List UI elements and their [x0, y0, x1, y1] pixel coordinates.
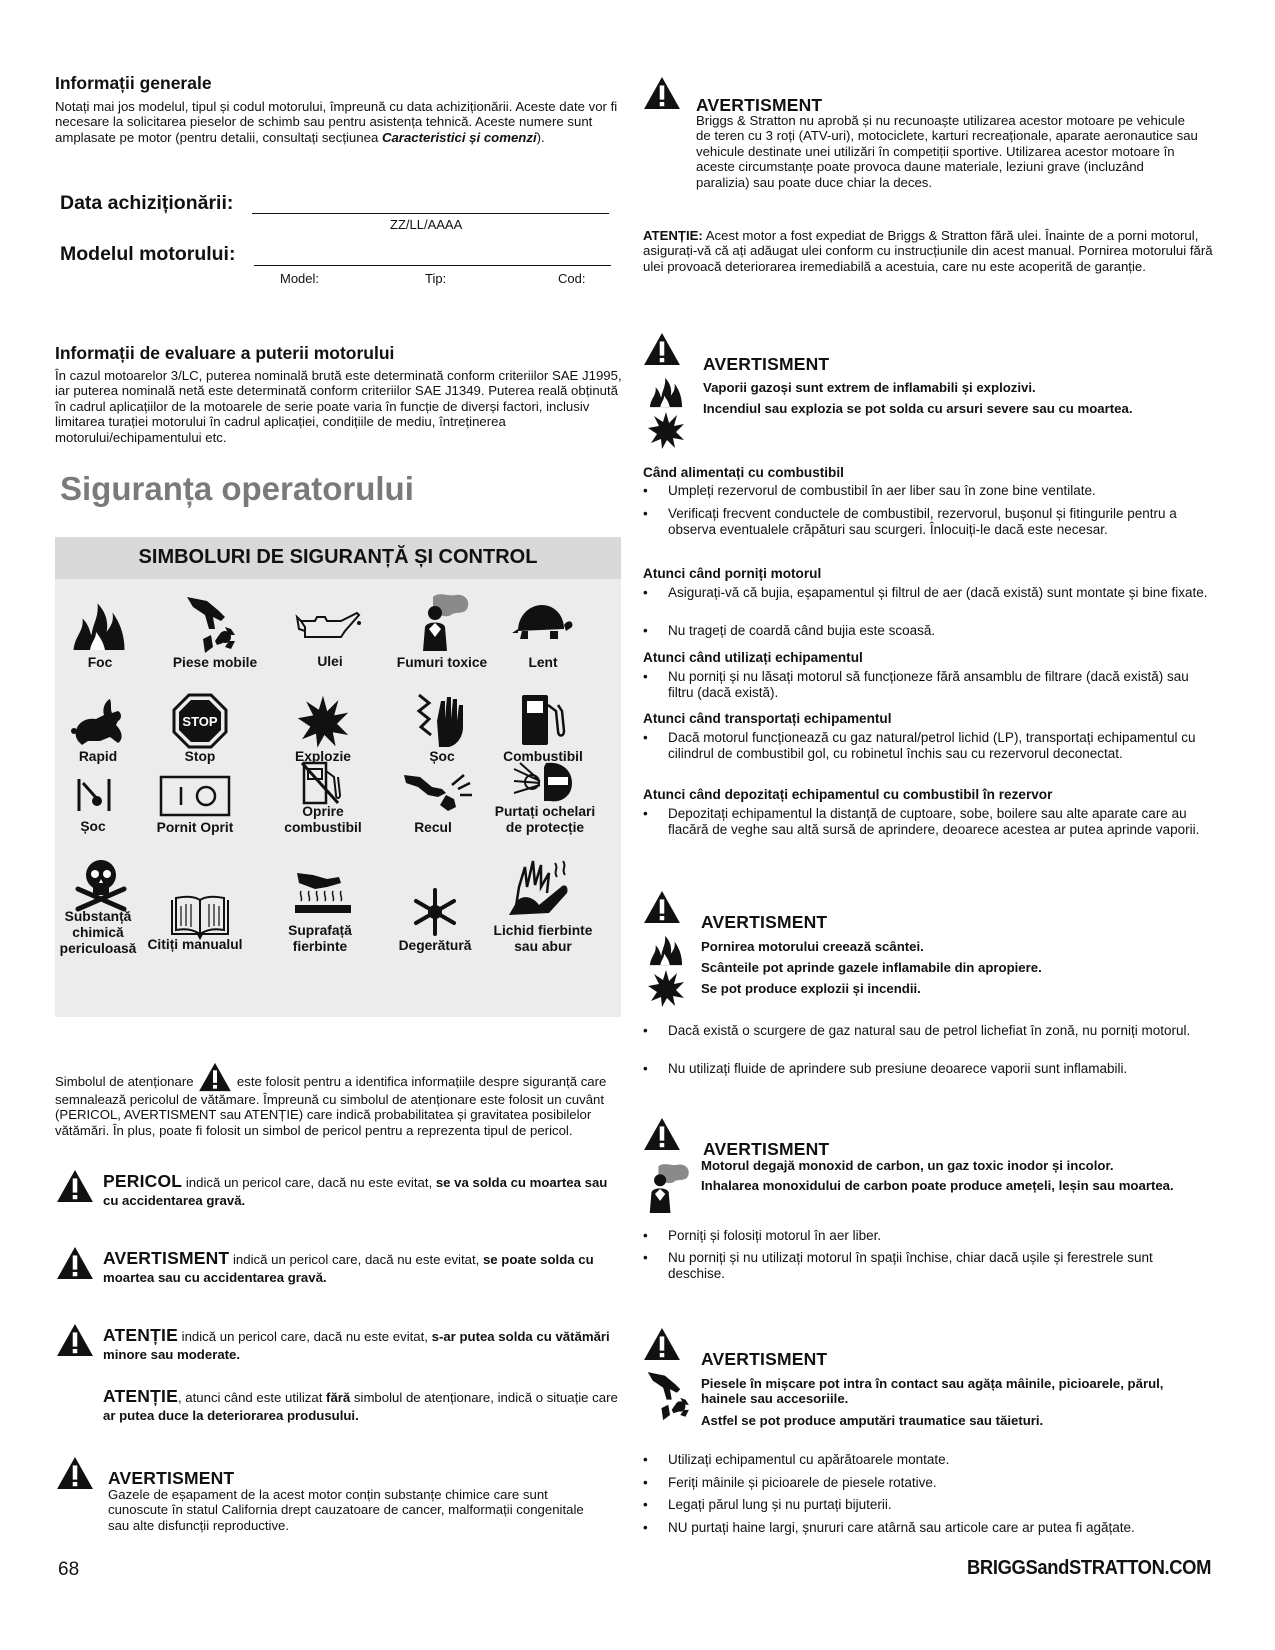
safety-title: Siguranța operatorului	[60, 470, 414, 507]
on-off-icon	[159, 775, 231, 817]
fuel-pump-icon	[518, 691, 568, 747]
sparks-warning-triangle-icon	[643, 890, 681, 924]
california-warning-text: Gazele de eșapament de la acest motor conțin substanțe chimice care sunt cunoscute în statul California drept cauzatoare de cancer, malformații congenitale sau alte disfuncții reproductive.	[108, 1487, 584, 1533]
symbol-label: Pornit Oprit	[156, 820, 234, 835]
manual-icon	[168, 894, 232, 940]
hot-liquid-icon	[505, 857, 571, 917]
symbols-table-title: SIMBOLURI DE SIGURANȚĂ ȘI CONTROL	[138, 546, 538, 568]
general-info-end: ).	[536, 129, 545, 145]
warning-definition	[103, 1249, 623, 1287]
symbol-label: Recul	[414, 820, 452, 835]
symbol-label: Degerătură	[398, 938, 472, 953]
sparks-warning-fire-icon	[646, 933, 686, 967]
co-warning-toxic-fumes-icon	[642, 1163, 692, 1213]
california-warning-title: AVERTISMENT	[108, 1468, 235, 1488]
bullet-item: • Dacă motorul funcționează cu gaz natural/petrol lichid (LP), transportați echipamentul cu cilindrul de combustibil gol, cu robinetul închis sau cu rezervorul deconectat.	[668, 730, 1213, 761]
symbol-label: Suprafață fierbinte	[288, 923, 352, 954]
section-heading-start: Atunci când porniți motorul	[643, 566, 822, 581]
eye-protection-icon	[510, 759, 576, 805]
moving-parts-icon	[185, 595, 241, 657]
bullet-item: • Verificați frecvent conductele de combustibil, rezervorul, bușonul și fitingurile pentru a observa eventualele crăpături sau scurgeri. Înlocuiți-le dacă este necesar.	[668, 506, 1213, 537]
fuel-warning-title: AVERTISMENT	[703, 354, 830, 374]
danger-definition	[103, 1172, 623, 1210]
symbol-label: Fumuri toxice	[396, 655, 488, 670]
symbol-label: Rapid	[78, 749, 118, 764]
bullet-item: • Nu porniți și nu lăsați motorul să funcționeze fără ansamblu de filtrare (dacă există) sau filtru (dacă există).	[668, 669, 1213, 700]
rabbit-icon	[70, 697, 126, 747]
caution-definition	[103, 1326, 623, 1364]
fuel-warning-line1: Vaporii gazoși sunt extrem de inflamabili și explozivi.	[703, 380, 1036, 395]
sparks-warning-line3: Se pot produce explozii și incendii.	[701, 981, 921, 996]
symbol-label: Citiți manualul	[147, 937, 243, 952]
caution2-mid2: simbolul de atenționare, indică o situație care	[350, 1390, 618, 1405]
bullet-item: • NU purtați haine largi, șnururi care atârnă sau articole care ar putea fi agățate.	[668, 1520, 1213, 1536]
bullet-item: • Umpleți rezervorul de combustibil în aer liber sau în zone bine ventilate.	[668, 483, 1213, 499]
co-warning-line2: Inhalarea monoxidului de carbon poate produce amețeli, leșin sau moartea.	[701, 1178, 1174, 1193]
brand-website[interactable]: BRIGGSandSTRATTON.COM	[967, 1557, 1212, 1579]
alert-intro-before: Simbolul de atenționare	[55, 1074, 194, 1089]
symbol-label: Șoc	[80, 819, 106, 834]
symbol-label: Oprire combustibil	[284, 804, 362, 835]
symbol-label: Explozie	[295, 749, 351, 764]
alert-intro-after: este folosit pentru a identifica informațiile despre siguranță care semnalează pericolul de vătămare. Împreună cu simbolul de atenționare este folosit un cuvânt (PERICOL, AVERTISMENT sau ATENȚIE) care indică probabilitatea și gravitatea posibilelor vătămări. În plus, poate fi folosit un simbol de pericol pentru a reprezenta tipul de pericol.	[55, 1074, 607, 1138]
sparks-warning-line2: Scânteile pot aprinde gazele inflamabile din apropiere.	[701, 960, 1042, 975]
engine-model-label: Modelul motorului:	[60, 243, 236, 265]
kickback-icon	[402, 771, 474, 819]
caution-bold: s-ar putea solda cu vătămări minore sau moderate.	[103, 1329, 610, 1362]
fuel-shutoff-icon	[298, 759, 348, 805]
hot-surface-icon	[293, 869, 353, 919]
atv-warning-text: Briggs & Stratton nu aprobă și nu recunoaște utilizarea acestor motoare pe vehicule de teren cu 3 roți (ATV-uri), motociclete, karturi recreaționale, aparate aeronautice sau vehicule destinate unei utilizări în competiții sportive. Utilizarea acestor motoare în aceste circumstanțe poate provoca daune materiale, leziuni grave (incluzând paralizia) sau poate duce chiar la deces.	[696, 113, 1198, 190]
section-heading-operate: Atunci când utilizați echipamentul	[643, 650, 863, 665]
caution-mid: indică un pericol care, dacă nu este evitat,	[177, 1329, 432, 1344]
caution2-mid: , atunci când este utilizat	[177, 1390, 327, 1405]
purchase-date-field[interactable]	[252, 213, 609, 214]
toxic-fumes-icon	[415, 593, 471, 651]
rating-text: În cazul motoarelor 3/LC, puterea nominală brută este determinată conform criteriilor SAE J1995, iar puterea nominală netă este determinată conform criteriilor SAE J1349. Puterea reală obținută în cadrul aplicațiilor de la motoarele de serie poate varia în funcție de diverși factori, inclusiv limitarea turației motorului în cadrul aplicației, condițiile de mediu, întreținerea motorului/echipamentului etc.	[55, 368, 622, 445]
danger-bold: se va solda cu moartea sau cu accidentarea gravă.	[103, 1175, 608, 1208]
general-info-text	[55, 99, 625, 145]
oil-can-icon	[295, 607, 365, 647]
symbol-label: Piese mobile	[172, 655, 258, 670]
moving-parts-warning-triangle-icon	[643, 1327, 681, 1361]
snowflake-icon	[410, 887, 460, 937]
caution-no-symbol-definition	[103, 1387, 623, 1425]
no-oil-caution-text: Acest motor a fost expediat de Briggs & Stratton fără ulei. Înainte de a porni motorul, asigurați-vă că ați adăugat ulei conform cu instrucțiunile din acest manual. Pornirea motorului fără ulei provoacă deteriorarea iremediabilă a acestuia, care nu este acoperită de garanție.	[643, 228, 1213, 274]
alert-triangle-icon	[197, 1062, 233, 1092]
symbol-label: Șoc	[429, 749, 455, 764]
fuel-warning-fire-icon	[646, 375, 686, 409]
svg-text:STOP: STOP	[182, 714, 218, 729]
type-hint: Tip:	[425, 271, 447, 286]
general-info-heading: Informații generale	[55, 73, 212, 93]
atv-warning-title: AVERTISMENT	[696, 95, 823, 115]
explosion-icon	[295, 693, 351, 749]
symbol-label: Purtați ochelari de protecție	[494, 804, 596, 835]
warning-triangle-icon	[56, 1246, 94, 1280]
bullet-item: • Porniți și folosiți motorul în aer liber.	[668, 1228, 1213, 1244]
choke-icon	[75, 775, 115, 815]
fuel-warning-explosion-icon	[646, 409, 686, 451]
rating-heading: Informații de evaluare a puterii motorului	[55, 343, 395, 363]
warning-word: AVERTISMENT	[103, 1248, 230, 1268]
bullet-item: • Dacă există o scurgere de gaz natural sau de petrol lichefiat în zonă, nu porniți motorul.	[668, 1023, 1213, 1039]
co-warning-triangle-icon	[643, 1117, 681, 1151]
caution-triangle-icon	[56, 1323, 94, 1357]
atv-warning-triangle-icon	[643, 76, 681, 110]
symbol-label: Lent	[528, 655, 558, 670]
moving-parts-warning-title: AVERTISMENT	[701, 1349, 828, 1369]
sparks-warning-line1: Pornirea motorului creează scântei.	[701, 939, 924, 954]
danger-mid: indică un pericol care, dacă nu este evitat,	[182, 1175, 436, 1190]
symbol-label: Foc	[87, 655, 113, 670]
symbol-label: Combustibil	[503, 749, 583, 764]
fuel-warning-triangle-icon	[643, 332, 681, 366]
caution2-bold2: ar putea duce la deteriorarea produsului.	[103, 1408, 359, 1423]
bullet-item: • Nu utilizați fluide de aprindere sub presiune deoarece vaporii sunt inflamabili.	[668, 1061, 1213, 1077]
engine-model-field[interactable]	[254, 265, 611, 266]
no-oil-caution-label: ATENȚIE:	[643, 228, 703, 243]
page-number: 68	[58, 1559, 80, 1580]
warning-mid: indică un pericol care, dacă nu este evitat,	[229, 1252, 483, 1267]
skull-icon	[72, 855, 130, 913]
purchase-date-label: Data achiziționării:	[60, 192, 234, 214]
danger-word: PERICOL	[103, 1171, 183, 1191]
no-oil-caution	[643, 228, 1218, 274]
caution2-word: ATENȚIE	[103, 1386, 178, 1406]
fuel-warning-line2: Incendiul sau explozia se pot solda cu arsuri severe sau cu moartea.	[703, 401, 1133, 416]
electric-shock-icon	[415, 691, 477, 749]
general-info-body: Notați mai jos modelul, tipul și codul motorului, împreună cu data achiziționării. Aceste date vor fi necesare la solicitarea pieselor de schimb sau pentru asistența tehnică. Aceste numere sunt amplasate pe motor (pentru detalii, consultați secțiunea	[55, 99, 618, 145]
section-heading-transport: Atunci când transportați echipamentul	[643, 711, 892, 726]
bullet-item: • Asigurați-vă că bujia, eșapamentul și filtrul de aer (dacă există) sunt montate și bine fixate.	[668, 585, 1213, 601]
co-warning-title: AVERTISMENT	[703, 1139, 830, 1159]
symbol-label: Stop	[184, 749, 216, 764]
bullet-item: • Legați părul lung și nu purtați bijuterii.	[668, 1497, 1213, 1513]
fire-icon	[67, 599, 131, 653]
moving-parts-warning-line1: Piesele în mișcare pot intra în contact sau agăța mâinile, picioarele, părul, hainele sau accesoriile.	[701, 1376, 1164, 1407]
co-warning-line1: Motorul degajă monoxid de carbon, un gaz toxic inodor și incolor.	[701, 1158, 1114, 1173]
moving-parts-warning-line2: Astfel se pot produce amputări traumatice sau tăieturi.	[701, 1413, 1044, 1428]
stop-icon	[172, 693, 228, 749]
turtle-icon	[510, 601, 574, 641]
symbol-label: Substanță chimică periculoasă	[59, 909, 137, 956]
caution-word: ATENȚIE	[103, 1325, 178, 1345]
symbol-label: Lichid fierbinte sau abur	[493, 923, 593, 954]
alert-symbol-intro	[55, 1062, 625, 1138]
danger-triangle-icon	[56, 1169, 94, 1203]
general-info-ref: Caracteristici și comenzi	[381, 129, 537, 145]
bullet-item: • Depozitați echipamentul la distanță de cuptoare, sobe, boilere sau alte aparate care au flacără de veghe sau altă sursă de aprindere, deoarece acestea ar putea aprinde vaporii.	[668, 806, 1213, 837]
section-heading-store: Atunci când depozitați echipamentul cu combustibil în rezervor	[643, 787, 1053, 802]
sparks-warning-explosion-icon	[646, 967, 686, 1009]
warning-bold: se poate solda cu moartea sau cu accidentarea gravă.	[103, 1252, 594, 1285]
section-heading-refuel: Când alimentați cu combustibil	[643, 465, 844, 480]
caution2-bold: fără	[326, 1390, 351, 1405]
sparks-warning-title: AVERTISMENT	[701, 912, 828, 932]
purchase-date-format: ZZ/LL/AAAA	[390, 217, 463, 232]
bullet-item: • Nu porniți și nu utilizați motorul în spații închise, chiar dacă ușile și ferestrele sunt deschise.	[668, 1250, 1213, 1281]
bullet-item: • Nu trageți de coardă când bujia este scoasă.	[668, 623, 1213, 639]
model-hint: Model:	[280, 271, 320, 286]
bullet-item: • Utilizați echipamentul cu apărătoarele montate.	[668, 1452, 1213, 1468]
code-hint: Cod:	[558, 271, 586, 286]
bullet-item: • Feriți mâinile și picioarele de piesele rotative.	[668, 1475, 1213, 1491]
california-warning-triangle-icon	[56, 1456, 94, 1490]
symbol-label: Ulei	[317, 654, 343, 669]
symbols-table	[55, 537, 621, 1017]
moving-parts-warning-icon	[646, 1370, 694, 1424]
